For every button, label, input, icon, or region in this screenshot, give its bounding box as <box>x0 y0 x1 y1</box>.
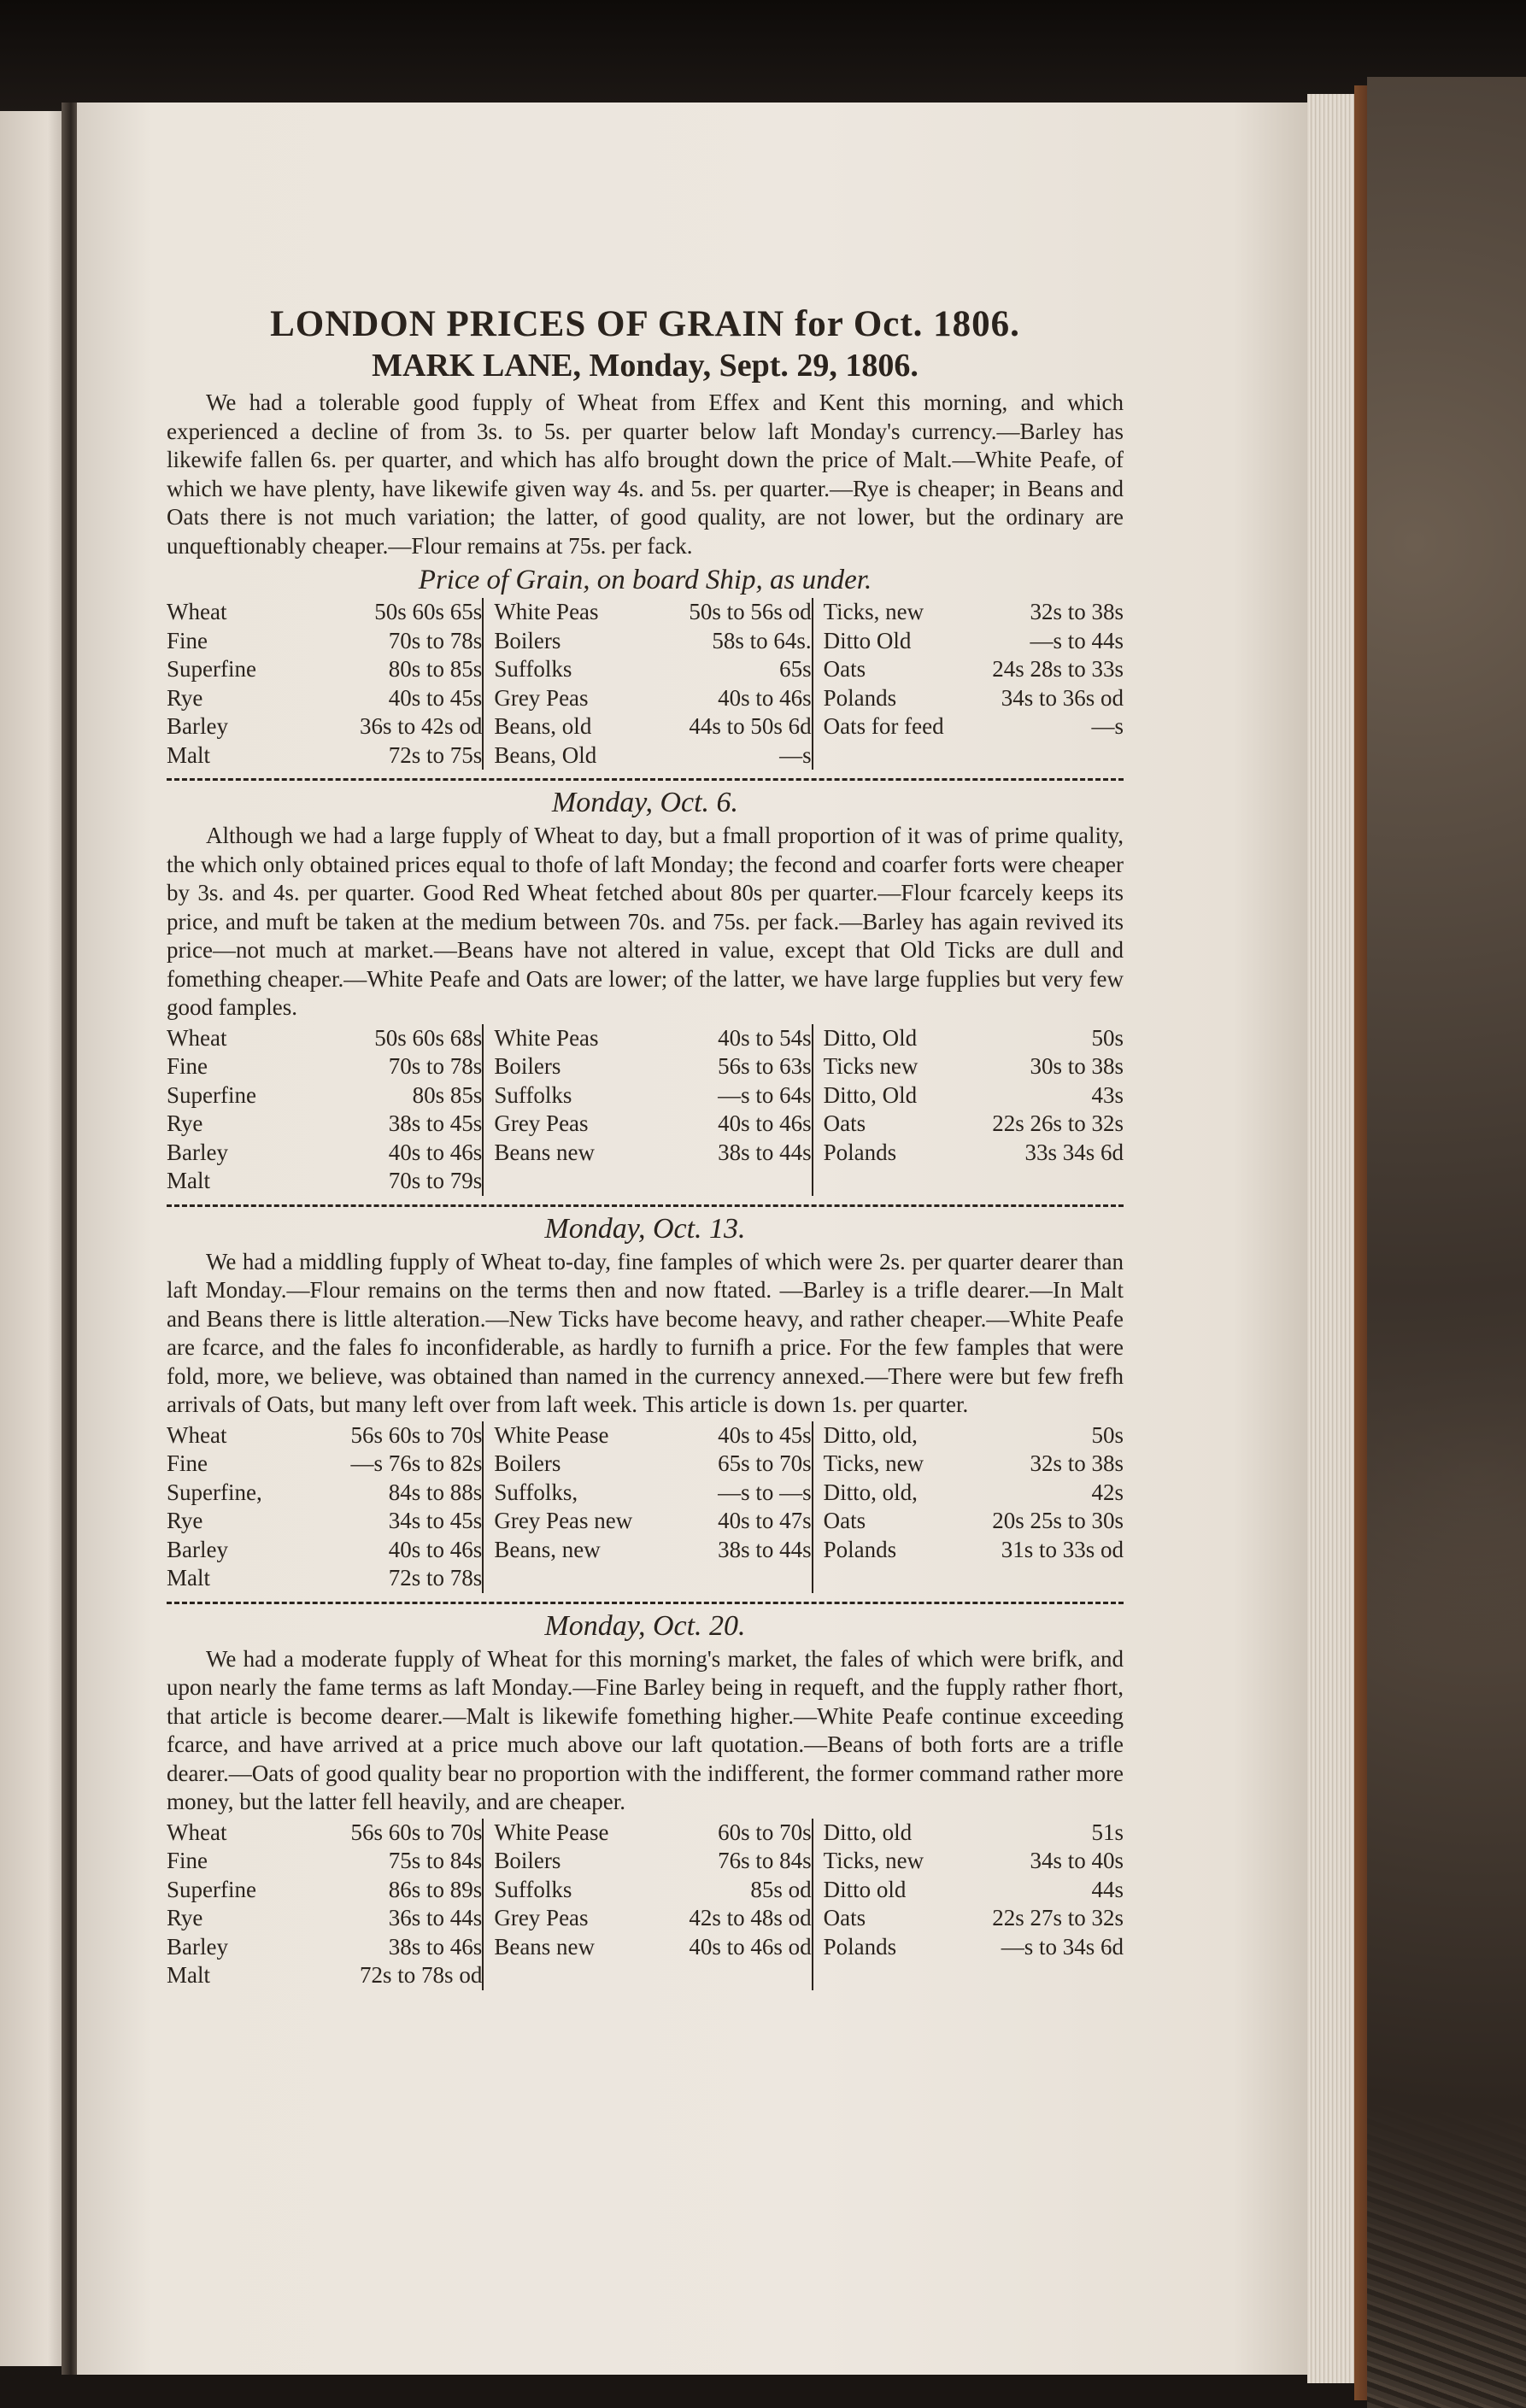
price-row <box>167 1536 482 1565</box>
price-row <box>494 1536 811 1565</box>
grain-price: 65s to 70s <box>718 1450 812 1476</box>
price-row <box>167 1110 482 1139</box>
grain-name: Ditto old <box>823 1876 907 1902</box>
grain-name: Boilers <box>494 627 561 653</box>
price-row <box>494 598 811 627</box>
grain-price: 70s to 79s <box>388 1168 483 1193</box>
price-row <box>167 1450 482 1479</box>
grain-price: 40s to 46s od <box>689 1933 812 1960</box>
price-row <box>824 1847 1124 1876</box>
price-row <box>824 1933 1124 1962</box>
grain-name: Rye <box>167 1905 203 1931</box>
market-report-oct6: Although we had a large fupply of Wheat to day, but a fmall proportion of it was of prime quality, the which only obtained prices equal to thofe of laft Monday; the fecond and coarfer forts were cheaper by 3s. and 4s. per quarter. Good Red Wheat fetched about 80s per quarter.—Flour fcarcely keeps its price, and muft be taken at the medium between 70s. and 75s. per fack.—Barley has again revived its price—not much at market.—Beans have not altered in value, except that Old Ticks are dull and fomething cheaper.—White Peafe and Oats are lower; of the latter, we have large fupplies but very few good famples. <box>167 823 1124 1020</box>
price-row <box>167 1421 482 1450</box>
price-column <box>167 1819 482 1990</box>
grain-name: Polands <box>823 1139 897 1165</box>
price-column <box>167 598 482 770</box>
price-row <box>167 712 482 741</box>
price-row <box>167 1479 482 1508</box>
grain-price: 32s to 38s <box>1030 599 1124 624</box>
price-row <box>824 1819 1124 1848</box>
grain-name: Oats <box>823 656 866 682</box>
grain-price: 56s 60s to 70s <box>350 1421 483 1448</box>
grain-price: 56s to 63s <box>718 1053 812 1079</box>
grain-price: 44s <box>1091 1876 1124 1902</box>
price-row <box>167 1052 482 1081</box>
grain-name: Ditto, old, <box>823 1421 918 1448</box>
price-column <box>167 1024 482 1196</box>
price-row <box>494 1904 811 1933</box>
grain-name: Grey Peas <box>494 1905 589 1931</box>
price-row <box>494 1876 811 1905</box>
grain-price: —s <box>779 741 812 768</box>
grain-price: 40s to 47s <box>718 1508 812 1533</box>
price-row <box>824 627 1124 656</box>
price-row <box>494 1110 811 1139</box>
grain-price: 84s to 88s <box>388 1479 483 1505</box>
grain-name: Ticks, new <box>823 599 924 624</box>
grain-name: Barley <box>167 1933 228 1960</box>
grain-name: Superfine <box>167 1081 256 1108</box>
grain-price: 40s to 54s <box>718 1024 812 1051</box>
marbled-cover <box>1367 77 1526 2408</box>
grain-price: 72s to 75s <box>388 741 483 768</box>
grain-price: 38s to 44s <box>718 1139 812 1165</box>
grain-name: Beans, new <box>494 1536 601 1562</box>
grain-price: 34s to 36s od <box>1001 684 1124 711</box>
grain-price: 50s <box>1091 1421 1124 1448</box>
price-table-oct13 <box>167 1421 1124 1593</box>
price-row <box>824 1110 1124 1139</box>
grain-name: Suffolks, <box>494 1479 578 1505</box>
grain-price: —s <box>1091 713 1124 739</box>
grain-name: Boilers <box>494 1053 561 1079</box>
grain-price: 72s to 78s <box>388 1565 483 1591</box>
price-row <box>824 1536 1124 1565</box>
grain-name: Oats <box>823 1508 866 1533</box>
price-row <box>824 1024 1124 1053</box>
market-report-sept29: We had a tolerable good fupply of Wheat from Effex and Kent this morning, and which experienced a decline of from 3s. to 5s. per quarter below laft Monday's currency.—Barley has likewife fallen 6s. per quarter, and which has alfo brought down the price of Malt.—White Peafe, of which we have plenty, have likewife given way 4s. and 5s. per quarter.—Rye is cheaper; in Beans and Oats there is not much variation; the latter, of good quality, are not lower, but the ordinary are unqueftionably cheaper.—Flour remains at 75s. per fack. <box>167 390 1124 559</box>
grain-price: 33s 34s 6d <box>1024 1139 1124 1165</box>
grain-price: —s to —s <box>718 1479 812 1505</box>
price-row <box>167 1507 482 1536</box>
grain-price: 24s 28s to 33s <box>992 656 1124 682</box>
grain-price: —s to 64s <box>718 1081 812 1108</box>
grain-price: 30s to 38s <box>1030 1053 1124 1079</box>
price-row <box>494 1847 811 1876</box>
grain-name: Superfine <box>167 656 256 682</box>
price-row <box>167 1564 482 1593</box>
section-rule <box>167 1602 1124 1604</box>
grain-name: Suffolks <box>494 656 572 682</box>
page-content <box>167 303 1124 1990</box>
grain-name: Barley <box>167 1139 228 1165</box>
price-row <box>167 741 482 770</box>
grain-price: 32s to 38s <box>1030 1450 1124 1476</box>
grain-name: Wheat <box>167 1421 227 1448</box>
price-row <box>494 1450 811 1479</box>
grain-price: 36s to 42s od <box>360 713 483 739</box>
grain-price: 51s <box>1091 1819 1124 1845</box>
market-report-oct13: We had a middling fupply of Wheat to-day, fine famples of which were 2s. per quarter dearer than laft Monday.—Flour remains on the terms then and now ftated. —Barley is a trifle dearer.—In Malt and Beans there is little alteration.—New Ticks have become heavy, and rather cheaper.—White Peafe are fcarce, and the fales fo inconfiderable, as hardly to furnifh a price. For the few famples that were fold, more, we believe, was obtained than named in the currency annexed.—There were but few frefh arrivals of Oats, but many left over from laft week. This article is down 1s. per quarter. <box>167 1248 1124 1417</box>
grain-price: 31s to 33s od <box>1001 1536 1124 1562</box>
page-title: LONDON PRICES OF GRAIN for Oct. 1806. <box>270 304 1020 344</box>
grain-name: Fine <box>167 1848 208 1873</box>
grain-price: 72s to 78s od <box>360 1962 483 1988</box>
price-row <box>167 1961 482 1990</box>
grain-name: Wheat <box>167 1819 227 1845</box>
section-title-oct20: Monday, Oct. 20. <box>544 1609 746 1642</box>
grain-name: Grey Peas new <box>494 1508 633 1533</box>
grain-price: 80s 85s <box>412 1081 483 1108</box>
grain-name: Superfine, <box>167 1479 262 1505</box>
grain-price: 40s to 46s <box>388 1139 483 1165</box>
price-row <box>824 1904 1124 1933</box>
grain-name: Beans, Old <box>494 741 597 768</box>
grain-price: 50s 60s 65s <box>374 599 483 624</box>
price-row <box>167 684 482 713</box>
price-row <box>494 1479 811 1508</box>
price-row <box>167 1024 482 1053</box>
grain-name: Grey Peas <box>494 1110 589 1136</box>
ship-price-heading: Price of Grain, on board Ship, as under. <box>418 565 872 595</box>
grain-price: 86s to 89s <box>388 1876 483 1902</box>
grain-price: 22s 27s to 32s <box>992 1905 1124 1931</box>
price-column <box>482 598 811 770</box>
grain-name: Rye <box>167 1110 203 1136</box>
price-row <box>494 741 811 770</box>
price-row <box>824 1479 1124 1508</box>
price-row <box>494 1081 811 1110</box>
price-row <box>824 1081 1124 1110</box>
grain-price: 70s to 78s <box>388 1053 483 1079</box>
page-subtitle: MARK LANE, Monday, Sept. 29, 1806. <box>372 348 919 384</box>
grain-price: 70s to 78s <box>388 627 483 653</box>
market-report-oct20: We had a moderate fupply of Wheat for this morning's market, the fales of which were brifk, and upon nearly the fame terms as laft Monday.—Fine Barley being in requeft, and the fupply rather fhort, that article is become dearer.—Malt is likewife fomething higher.—White Peafe continue exceeding fcarce, and have arrived at a price much above our laft quotation.—Beans of both forts are a trifle dearer.—Oats of good quality bear no proportion with the indifferent, the former command rather more money, but the latter fell heavily, and are cheaper. <box>167 1645 1124 1814</box>
grain-name: Rye <box>167 684 203 711</box>
grain-name: Beans new <box>494 1139 596 1165</box>
grain-price: —s to 44s <box>1030 627 1124 653</box>
section-rule <box>167 778 1124 781</box>
grain-price: 56s 60s to 70s <box>350 1819 483 1845</box>
price-row <box>824 1450 1124 1479</box>
grain-price: 60s to 70s <box>718 1819 812 1845</box>
grain-name: Rye <box>167 1508 203 1533</box>
grain-price: 75s to 84s <box>388 1848 483 1873</box>
price-row <box>167 1876 482 1905</box>
grain-price: 58s to 64s. <box>712 627 812 653</box>
price-column <box>482 1421 811 1593</box>
grain-name: Barley <box>167 1536 228 1562</box>
grain-name: Polands <box>823 684 897 711</box>
grain-name: Ditto, Old <box>823 1024 918 1051</box>
grain-price: 22s 26s to 32s <box>992 1110 1124 1136</box>
price-table-sept29 <box>167 598 1124 770</box>
price-row <box>167 655 482 684</box>
grain-name: Ditto, old, <box>823 1479 918 1505</box>
price-row <box>824 1421 1124 1450</box>
price-row <box>824 1052 1124 1081</box>
grain-price: 80s to 85s <box>388 656 483 682</box>
price-column <box>812 1421 1124 1593</box>
grain-name: Ditto, Old <box>823 1081 918 1108</box>
grain-name: Ticks, new <box>823 1450 924 1476</box>
grain-price: 34s to 40s <box>1030 1848 1124 1873</box>
grain-price: 76s to 84s <box>718 1848 812 1873</box>
grain-name: Malt <box>167 741 210 768</box>
price-row <box>494 627 811 656</box>
grain-price: 40s to 45s <box>718 1421 812 1448</box>
price-row <box>167 1904 482 1933</box>
grain-name: Malt <box>167 1168 210 1193</box>
price-row <box>167 598 482 627</box>
grain-name: Superfine <box>167 1876 256 1902</box>
price-row <box>167 1081 482 1110</box>
grain-name: Polands <box>823 1933 897 1960</box>
grain-price: 85s od <box>750 1876 812 1902</box>
section-rule <box>167 1204 1124 1207</box>
grain-name: Boilers <box>494 1848 561 1873</box>
price-row <box>167 1819 482 1848</box>
price-row <box>824 1139 1124 1168</box>
grain-price: 38s to 44s <box>718 1536 812 1562</box>
grain-name: Malt <box>167 1565 210 1591</box>
price-row <box>494 1507 811 1536</box>
grain-name: Oats for feed <box>823 713 944 739</box>
grain-price: 40s to 46s <box>718 684 812 711</box>
price-row <box>824 684 1124 713</box>
grain-price: 40s to 46s <box>388 1536 483 1562</box>
grain-name: Malt <box>167 1962 210 1988</box>
grain-price: 34s to 45s <box>388 1508 483 1533</box>
grain-name: Grey Peas <box>494 684 589 711</box>
price-row <box>167 1847 482 1876</box>
price-column <box>482 1819 811 1990</box>
price-row <box>494 655 811 684</box>
grain-price: 50s 60s 68s <box>374 1024 483 1051</box>
price-row <box>824 1507 1124 1536</box>
grain-price: 38s to 46s <box>388 1933 483 1960</box>
price-row <box>494 1819 811 1848</box>
grain-name: Beans new <box>494 1933 596 1960</box>
price-row <box>167 1167 482 1196</box>
grain-price: —s to 34s 6d <box>1001 1933 1124 1960</box>
grain-price: 20s 25s to 30s <box>992 1508 1124 1533</box>
price-row <box>494 712 811 741</box>
grain-price: 43s <box>1091 1081 1124 1108</box>
price-row <box>824 655 1124 684</box>
grain-name: Barley <box>167 713 228 739</box>
grain-price: 65s <box>779 656 812 682</box>
price-table-oct6 <box>167 1024 1124 1196</box>
top-shadow <box>0 0 1526 111</box>
grain-price: 42s <box>1091 1479 1124 1505</box>
price-row <box>167 627 482 656</box>
grain-price: 40s to 45s <box>388 684 483 711</box>
grain-price: 44s to 50s 6d <box>689 713 812 739</box>
price-column <box>812 598 1124 770</box>
grain-price: 42s to 48s od <box>689 1905 812 1931</box>
grain-name: Fine <box>167 1450 208 1476</box>
grain-name: Fine <box>167 627 208 653</box>
price-column <box>167 1421 482 1593</box>
price-row <box>167 1933 482 1962</box>
price-column <box>812 1819 1124 1990</box>
price-row <box>494 1139 811 1168</box>
grain-name: Oats <box>823 1905 866 1931</box>
grain-name: Beans, old <box>494 713 592 739</box>
grain-price: 36s to 44s <box>388 1905 483 1931</box>
price-row <box>824 1876 1124 1905</box>
price-row <box>494 1052 811 1081</box>
grain-name: Ditto, old <box>823 1819 913 1845</box>
price-column <box>812 1024 1124 1196</box>
grain-name: Polands <box>823 1536 897 1562</box>
grain-name: Wheat <box>167 599 227 624</box>
grain-name: Wheat <box>167 1024 227 1051</box>
price-row <box>494 1933 811 1962</box>
price-column <box>482 1024 811 1196</box>
grain-price: 38s to 45s <box>388 1110 483 1136</box>
grain-name: Fine <box>167 1053 208 1079</box>
grain-price: 50s to 56s od <box>689 599 812 624</box>
grain-price: 50s <box>1091 1024 1124 1051</box>
grain-name: Suffolks <box>494 1876 572 1902</box>
price-row <box>824 712 1124 741</box>
price-row <box>824 598 1124 627</box>
grain-name: White Peas <box>494 1024 599 1051</box>
grain-name: Boilers <box>494 1450 561 1476</box>
grain-name: Ticks, new <box>823 1848 924 1873</box>
price-row <box>494 1421 811 1450</box>
section-title-oct6: Monday, Oct. 6. <box>551 787 739 818</box>
left-page-edge <box>0 111 68 2366</box>
grain-name: Suffolks <box>494 1081 572 1108</box>
section-title-oct13: Monday, Oct. 13. <box>544 1212 746 1245</box>
grain-name: White Pease <box>494 1819 609 1845</box>
grain-name: Oats <box>823 1110 866 1136</box>
price-row <box>167 1139 482 1168</box>
grain-name: Ditto Old <box>823 627 912 653</box>
grain-name: White Peas <box>494 599 599 624</box>
price-row <box>494 684 811 713</box>
price-row <box>494 1024 811 1053</box>
price-table-oct20 <box>167 1819 1124 1990</box>
grain-price: 40s to 46s <box>718 1110 812 1136</box>
grain-name: White Pease <box>494 1421 609 1448</box>
grain-name: Ticks new <box>823 1053 919 1079</box>
grain-price: —s 76s to 82s <box>350 1450 483 1476</box>
